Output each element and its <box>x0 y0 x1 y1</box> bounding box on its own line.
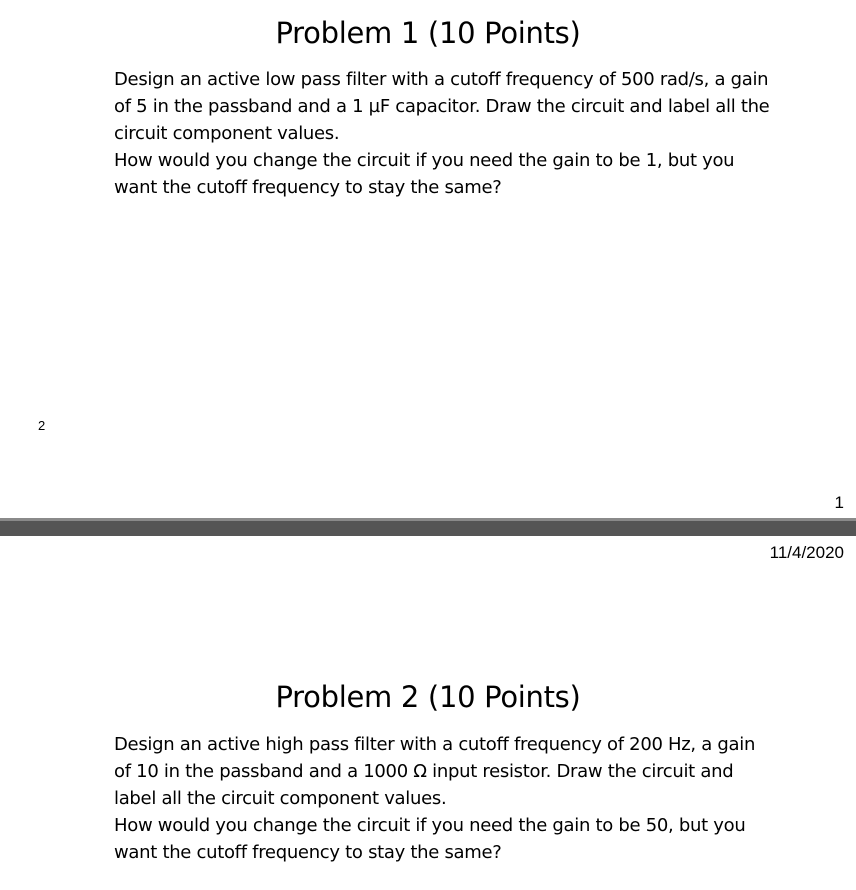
problem-1-title: Problem 1 (10 Points) <box>275 16 581 50</box>
problem-2-paragraph-1: Design an active high pass filter with a cutoff frequency of 200 Hz, a gain of 10 in the passband and a 1000 Ω input resistor. Draw the circuit and label all the circuit component values. <box>114 734 756 809</box>
side-page-number: 2 <box>38 418 46 433</box>
problem-2-title: Problem 2 (10 Points) <box>275 680 581 714</box>
problem-1-body <box>114 66 774 201</box>
problem-1-paragraph-2: How would you change the circuit if you need the gain to be 1, but you want the cutoff frequency to stay the same? <box>114 150 735 198</box>
page-number: 1 <box>834 493 844 512</box>
problem-2-body <box>114 731 774 866</box>
page-date: 11/4/2020 <box>769 543 844 562</box>
page-divider-highlight <box>0 518 856 521</box>
problem-1-paragraph-1: Design an active low pass filter with a cutoff frequency of 500 rad/s, a gain of 5 in the passband and a 1 µF capacitor. Draw the circuit and label all the circuit component values. <box>114 69 770 144</box>
problem-2-paragraph-2: How would you change the circuit if you need the gain to be 50, but you want the cutoff frequency to stay the same? <box>114 815 746 863</box>
